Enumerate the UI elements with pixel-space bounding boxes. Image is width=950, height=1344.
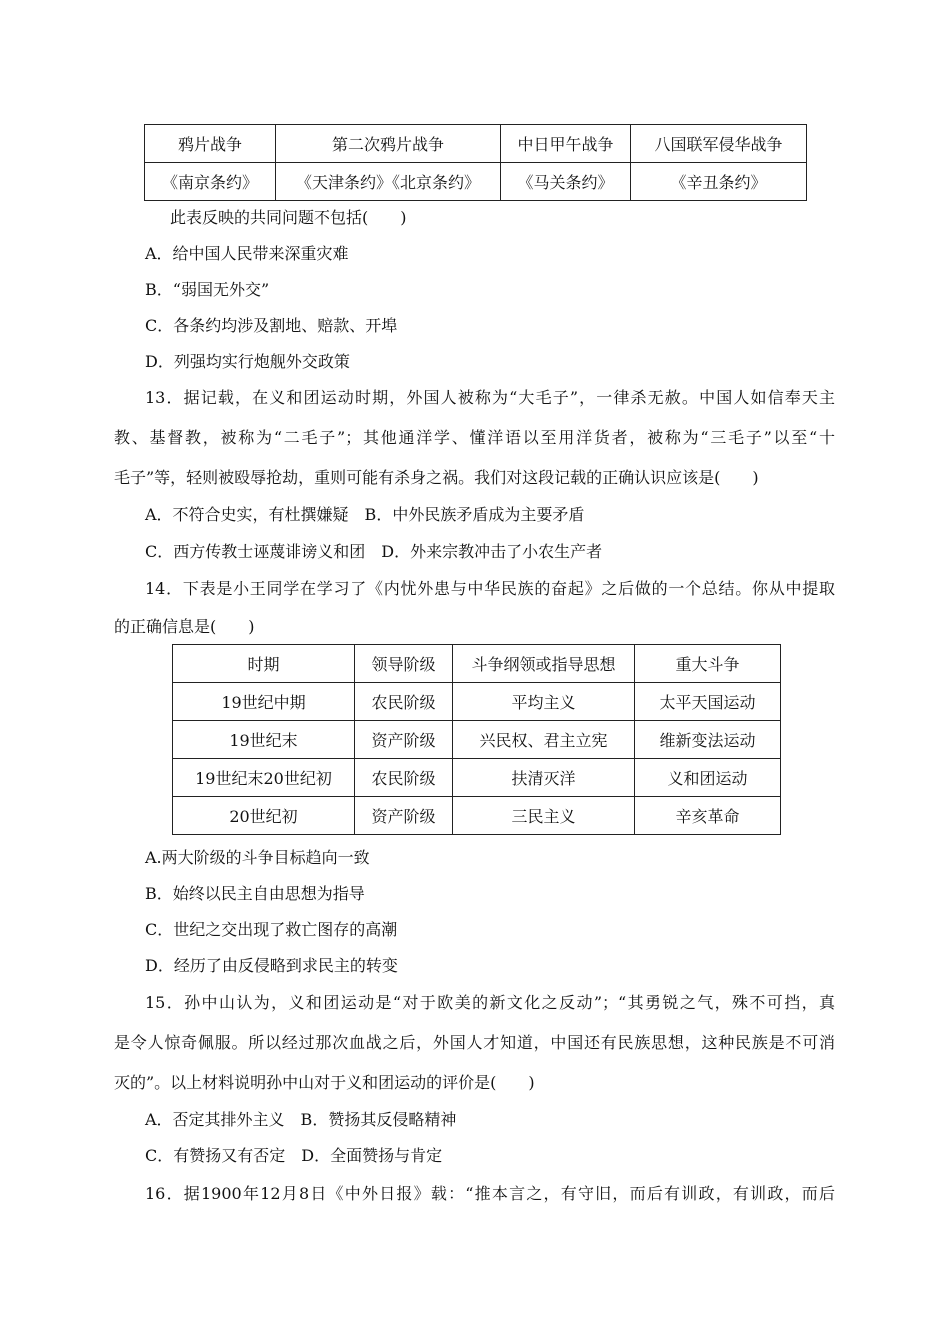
table-cell: 农民阶级 [355, 759, 453, 797]
option-a: A.两大阶级的斗争目标趋向一致 [145, 848, 370, 867]
table-cell: 《南京条约》 [145, 163, 276, 201]
table-cell: 维新变法运动 [635, 721, 781, 759]
table-cell: 19世纪末20世纪初 [173, 759, 355, 797]
table-cell: 鸦片战争 [145, 125, 276, 163]
summary-table [172, 644, 781, 835]
table-cell: 中日甲午战争 [501, 125, 631, 163]
column-header: 领导阶级 [355, 645, 453, 683]
column-header: 斗争纲领或指导思想 [453, 645, 635, 683]
table-cell: 资产阶级 [355, 721, 453, 759]
question-line: 的正确信息是( ) [114, 617, 255, 636]
table-row [173, 797, 781, 835]
table-row [173, 721, 781, 759]
option-d: D．列强均实行炮舰外交政策 [145, 352, 350, 371]
option-b: B．始终以民主自由思想为指导 [145, 884, 365, 903]
table-cell: 20世纪初 [173, 797, 355, 835]
question-line: 教、基督教，被称为“二毛子”；其他通洋学、懂洋语以至用洋货者，被称为“三毛子”以至“十 [114, 428, 835, 447]
question-line: 14．下表是小王同学在学习了《内忧外患与中华民族的奋起》之后做的一个总结。你从中提取 [145, 579, 835, 598]
table-header-row [173, 645, 781, 683]
table-row [145, 125, 807, 163]
table-cell: 兴民权、君主立宪 [453, 721, 635, 759]
option-d: D．经历了由反侵略到求民主的转变 [145, 956, 398, 975]
table-cell: 平均主义 [453, 683, 635, 721]
option-a: A．给中国人民带来深重灾难 [145, 244, 349, 263]
option-row: C．西方传教士诬蔑诽谤义和团 D．外来宗教冲击了小农生产者 [145, 542, 603, 561]
question-line: 毛子”等，轻则被殴辱抢劫，重则可能有杀身之祸。我们对这段记载的正确认识应该是( ) [114, 468, 759, 487]
column-header: 时期 [173, 645, 355, 683]
table-cell: 三民主义 [453, 797, 635, 835]
option-row: A．不符合史实，有杜撰嫌疑 B．中外民族矛盾成为主要矛盾 [145, 505, 585, 524]
table-cell: 义和团运动 [635, 759, 781, 797]
table-cell: 19世纪中期 [173, 683, 355, 721]
question-line: 16．据1900年12月8日《中外日报》载：“推本言之，有守旧，而后有训政，有训政，而后 [145, 1184, 835, 1203]
option-b: B．“弱国无外交” [145, 280, 270, 299]
question-line: 灭的”。以上材料说明孙中山对于义和团运动的评价是( ) [114, 1073, 535, 1092]
question-line: 是令人惊奇佩服。所以经过那次血战之后，外国人才知道，中国还有民族思想，这种民族是不可消 [114, 1033, 835, 1052]
table-cell: 第二次鸦片战争 [276, 125, 501, 163]
option-c: C．各条约均涉及割地、赔款、开埠 [145, 316, 398, 335]
treaty-table [144, 124, 807, 201]
table-cell: 辛亥革命 [635, 797, 781, 835]
option-c: C．世纪之交出现了救亡图存的高潮 [145, 920, 398, 939]
column-header: 重大斗争 [635, 645, 781, 683]
table-cell: 《辛丑条约》 [631, 163, 807, 201]
table-cell: 扶清灭洋 [453, 759, 635, 797]
question-line: 13．据记载，在义和团运动时期，外国人被称为“大毛子”，一律杀无赦。中国人如信奉天主 [145, 388, 835, 407]
table-cell: 太平天国运动 [635, 683, 781, 721]
table-cell: 《天津条约》《北京条约》 [276, 163, 501, 201]
option-row: A．否定其排外主义 B．赞扬其反侵略精神 [145, 1110, 457, 1129]
option-row: C．有赞扬又有否定 D．全面赞扬与肯定 [145, 1146, 443, 1165]
question-stem: 此表反映的共同问题不包括( ) [170, 208, 407, 227]
table-cell: 19世纪末 [173, 721, 355, 759]
table-cell: 资产阶级 [355, 797, 453, 835]
table-cell: 《马关条约》 [501, 163, 631, 201]
table-row [173, 759, 781, 797]
table-row [173, 683, 781, 721]
question-line: 15．孙中山认为，义和团运动是“对于欧美的新文化之反动”；“其勇锐之气，殊不可挡，真 [145, 993, 835, 1012]
table-row [145, 163, 807, 201]
table-cell: 八国联军侵华战争 [631, 125, 807, 163]
table-cell: 农民阶级 [355, 683, 453, 721]
